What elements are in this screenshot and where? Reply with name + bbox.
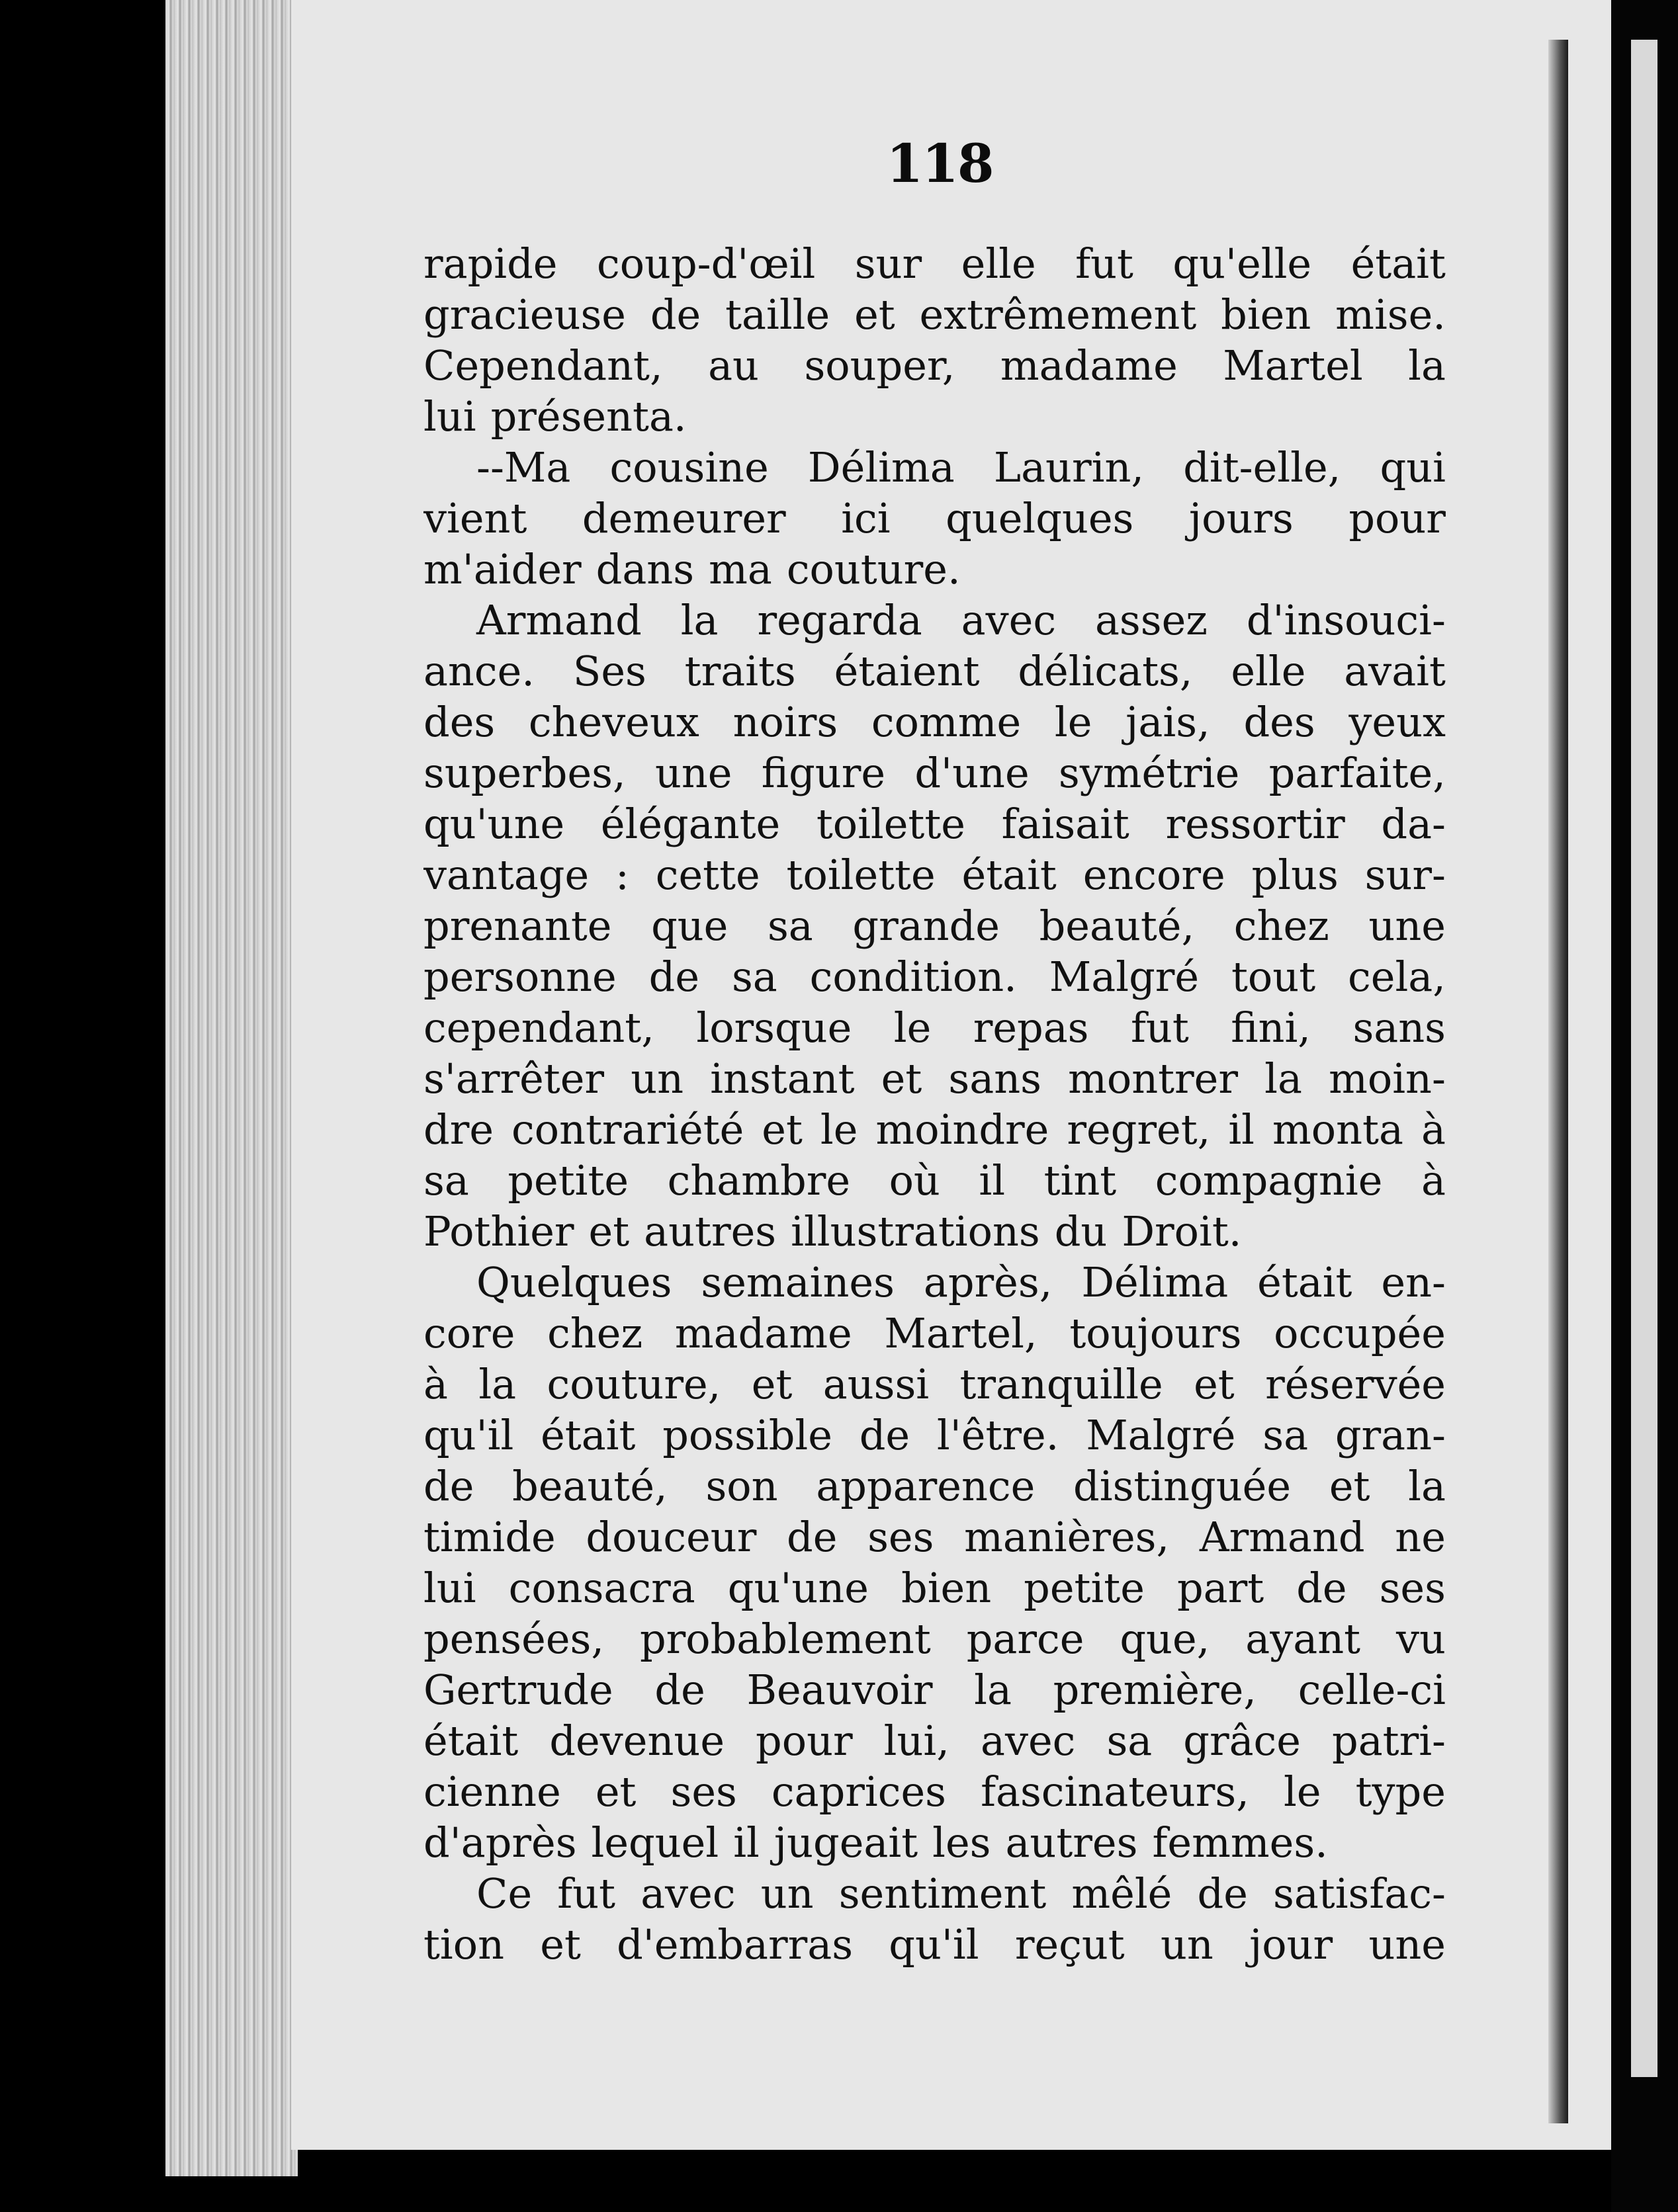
- body-text-block: [423, 238, 1446, 1970]
- text-line: Pothier et autres illustrations du Droit.: [423, 1207, 1242, 1255]
- text-line: prenante que sa grande beauté, chez une: [423, 902, 1446, 950]
- text-line: gracieuse de taille et extrêmement bien mise.: [423, 290, 1446, 339]
- text-line: pensées, probablement parce que, ayant vu: [423, 1615, 1446, 1663]
- text-line: lui consacra qu'une bien petite part de ses: [423, 1564, 1446, 1612]
- text-line: personne de sa condition. Malgré tout cela,: [423, 953, 1446, 1001]
- text-line: qu'une élégante toilette faisait ressortir da-: [423, 800, 1446, 848]
- text-line: core chez madame Martel, toujours occupée: [423, 1309, 1446, 1357]
- text-line: cienne et ses caprices fascinateurs, le type: [423, 1767, 1446, 1816]
- text-line: rapide coup-d'œil sur elle fut qu'elle était: [423, 239, 1446, 288]
- page-gutter-shadow: [1548, 40, 1568, 2123]
- text-line: vient demeurer ici quelques jours pour: [423, 494, 1446, 542]
- text-line: Armand la regarda avec assez d'insouci-: [476, 596, 1446, 644]
- text-line: timide douceur de ses manières, Armand ne: [423, 1513, 1446, 1561]
- text-line: --Ma cousine Délima Laurin, dit-elle, qui: [476, 443, 1446, 491]
- text-line: ance. Ses traits étaient délicats, elle avait: [423, 647, 1446, 695]
- facing-page-edge: [1631, 40, 1657, 2077]
- text-line: m'aider dans ma couture.: [423, 545, 961, 593]
- text-line: d'après lequel il jugeait les autres femmes.: [423, 1818, 1328, 1867]
- text-line: lui présenta.: [423, 392, 687, 441]
- text-line: Quelques semaines après, Délima était en-: [476, 1258, 1446, 1306]
- text-line: était devenue pour lui, avec sa grâce patri-: [423, 1717, 1446, 1765]
- text-line: cependant, lorsque le repas fut fini, sans: [423, 1003, 1446, 1052]
- text-line: s'arrêter un instant et sans montrer la moin-: [423, 1054, 1446, 1103]
- text-line: qu'il était possible de l'être. Malgré sa gran-: [423, 1411, 1446, 1459]
- page-edges-stack: [165, 0, 298, 2176]
- text-line: des cheveux noirs comme le jais, des yeux: [423, 698, 1446, 746]
- page-number: 118: [886, 132, 993, 194]
- text-line: à la couture, et aussi tranquille et réservée: [423, 1360, 1446, 1408]
- text-line: Cependant, au souper, madame Martel la: [423, 341, 1446, 390]
- text-line: Ce fut avec un sentiment mêlé de satisfac-: [476, 1869, 1446, 1918]
- text-line: dre contrariété et le moindre regret, il monta à: [423, 1105, 1446, 1154]
- text-line: sa petite chambre où il tint compagnie à: [423, 1156, 1446, 1205]
- text-line: de beauté, son apparence distinguée et la: [423, 1462, 1446, 1510]
- text-line: Gertrude de Beauvoir la première, celle-ci: [423, 1666, 1446, 1714]
- text-line: tion et d'embarras qu'il reçut un jour une: [423, 1920, 1446, 1969]
- text-line: superbes, une figure d'une symétrie parfaite,: [423, 749, 1446, 797]
- text-line: vantage : cette toilette était encore plus sur-: [423, 851, 1446, 899]
